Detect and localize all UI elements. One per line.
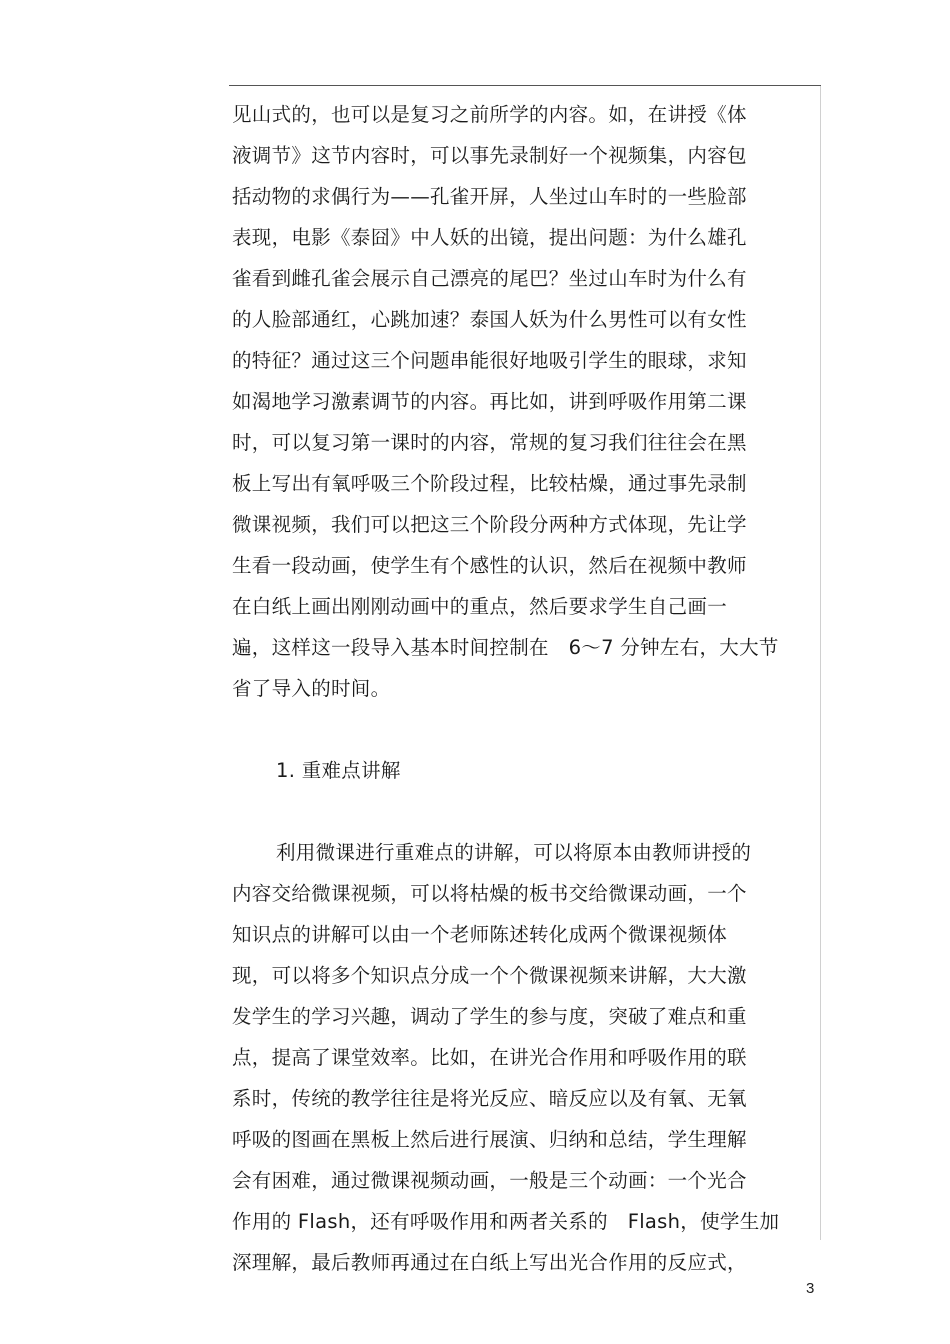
spacer: [232, 791, 822, 832]
text-line: 遍，这样这一段导入基本时间控制在 6～7 分钟左右，大大节: [232, 636, 779, 659]
text-line: 现，可以将多个知识点分成一个个微课视频来讲解，大大激: [232, 964, 747, 987]
text-line: 会有困难，通过微课视频动画，一般是三个动画：一个光合: [232, 1169, 747, 1192]
page-number: 3: [806, 1280, 815, 1297]
text-line: 的人脸部通红，心跳加速？泰国人妖为什么男性可以有女性: [232, 308, 747, 331]
text-line: 在白纸上画出刚刚动画中的重点，然后要求学生自己画一: [232, 595, 728, 618]
text-line: 如渴地学习激素调节的内容。再比如，讲到呼吸作用第二课: [232, 390, 747, 413]
text-line: 省了导入的时间。: [232, 677, 391, 700]
header-rule: [229, 85, 821, 86]
text-line: 点，提高了课堂效率。比如，在讲光合作用和呼吸作用的联: [232, 1046, 747, 1069]
section-heading: 1. 重难点讲解: [276, 759, 401, 782]
text-line: 括动物的求偶行为——孔雀开屏，人坐过山车时的一些脸部: [232, 185, 747, 208]
text-line: 板上写出有氧呼吸三个阶段过程，比较枯燥，通过事先录制: [232, 472, 747, 495]
text-line: 内容交给微课视频，可以将枯燥的板书交给微课动画，一个: [232, 882, 747, 905]
text-line: 深理解，最后教师再通过在白纸上写出光合作用的反应式，: [232, 1251, 747, 1274]
text-line: 表现，电影《泰囧》中人妖的出镜，提出问题：为什么雄孔: [232, 226, 747, 249]
text-line: 时，可以复习第一课时的内容，常规的复习我们往往会在黑: [232, 431, 747, 454]
text-line: 雀看到雌孔雀会展示自己漂亮的尾巴？坐过山车时为什么有: [232, 267, 747, 290]
paragraph-2: [232, 832, 822, 1283]
text-line: 呼吸的图画在黑板上然后进行展演、归纳和总结，学生理解: [232, 1128, 747, 1151]
text-line: 液调节》这节内容时，可以事先录制好一个视频集，内容包: [232, 144, 747, 167]
text-line: 的特征？通过这三个问题串能很好地吸引学生的眼球，求知: [232, 349, 747, 372]
text-line: 见山式的，也可以是复习之前所学的内容。如，在讲授《体: [232, 103, 747, 126]
text-line: 知识点的讲解可以由一个老师陈述转化成两个微课视频体: [232, 923, 728, 946]
text-line: 系时，传统的教学往往是将光反应、暗反应以及有氧、无氧: [232, 1087, 747, 1110]
paragraph-1: [232, 94, 822, 709]
text-line: 生看一段动画，使学生有个感性的认识，然后在视频中教师: [232, 554, 747, 577]
text-line: 发学生的学习兴趣，调动了学生的参与度，突破了难点和重: [232, 1005, 747, 1028]
page-body: [232, 94, 822, 1283]
text-line: 作用的 Flash，还有呼吸作用和两者关系的 Flash，使学生加: [232, 1210, 780, 1233]
spacer: [232, 709, 822, 750]
text-line: 微课视频，我们可以把这三个阶段分两种方式体现，先让学: [232, 513, 747, 536]
text-line: 利用微课进行重难点的讲解，可以将原本由教师讲授的: [276, 841, 752, 864]
